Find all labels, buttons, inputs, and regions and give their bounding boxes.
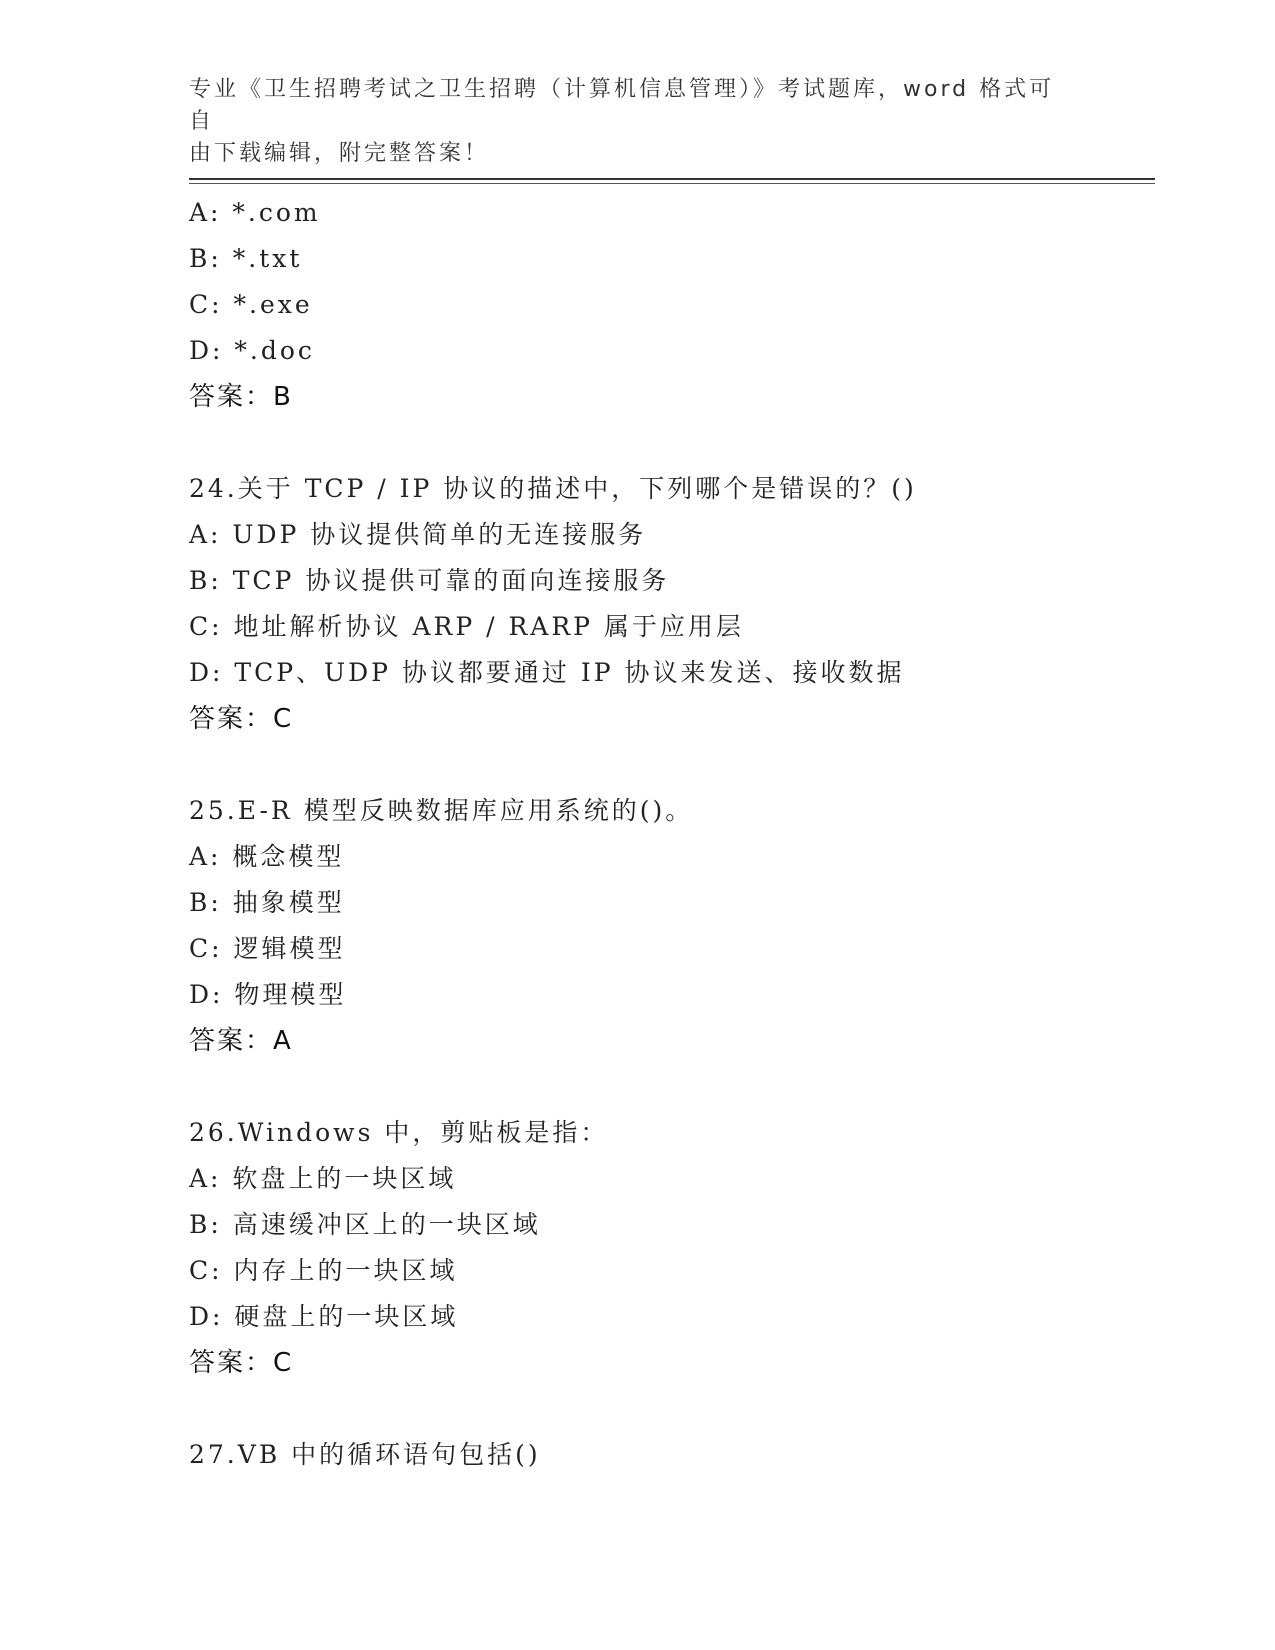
document-header	[189, 74, 1069, 170]
question-26-text: 26.Windows 中，剪贴板是指：	[189, 1118, 609, 1147]
question-23-option-d: D: *.doc	[189, 336, 315, 365]
header-line-2: 由下载编辑，附完整答案！	[189, 141, 490, 166]
question-26-option-a: A: 软盘上的一块区域	[189, 1164, 457, 1193]
question-25-text: 25.E-R 模型反映数据库应用系统的()。	[189, 796, 694, 825]
question-24-option-a: A: UDP 协议提供简单的无连接服务	[189, 520, 647, 549]
question-25-block	[189, 788, 1149, 1064]
question-26-option-b: B: 高速缓冲区上的一块区域	[189, 1210, 541, 1239]
question-list	[189, 190, 1149, 1478]
header-divider-thick	[189, 178, 1155, 180]
question-25-option-a: A: 概念模型	[189, 842, 345, 871]
question-23-option-a: A: *.com	[189, 198, 321, 227]
question-24-block	[189, 466, 1149, 742]
question-24-option-c: C: 地址解析协议 ARP / RARP 属于应用层	[189, 612, 744, 641]
question-26-option-d: D: 硬盘上的一块区域	[189, 1302, 459, 1331]
question-23-option-b: B: *.txt	[189, 244, 303, 273]
question-23-block	[189, 190, 1149, 420]
question-24-option-b: B: TCP 协议提供可靠的面向连接服务	[189, 566, 670, 595]
question-26-answer: 答案：C	[189, 1348, 294, 1378]
question-27-text: 27.VB 中的循环语句包括()	[189, 1440, 541, 1469]
header-line-1: 专业《卫生招聘考试之卫生招聘（计算机信息管理）》考试题库，word 格式可自	[189, 77, 1055, 134]
header-divider-thin	[189, 183, 1155, 184]
question-26-block	[189, 1110, 1149, 1386]
question-24-text: 24.关于 TCP / IP 协议的描述中，下列哪个是错误的？()	[189, 474, 917, 503]
question-25-option-c: C: 逻辑模型	[189, 934, 346, 963]
question-25-option-b: B: 抽象模型	[189, 888, 345, 917]
question-23-answer: 答案：B	[189, 382, 293, 412]
question-24-option-d: D: TCP、UDP 协议都要通过 IP 协议来发送、接收数据	[189, 658, 905, 687]
question-27-block	[189, 1432, 1149, 1478]
question-24-answer: 答案：C	[189, 704, 294, 734]
question-25-option-d: D: 物理模型	[189, 980, 347, 1009]
question-25-answer: 答案：A	[189, 1026, 293, 1056]
question-23-option-c: C: *.exe	[189, 290, 313, 319]
question-26-option-c: C: 内存上的一块区域	[189, 1256, 458, 1285]
